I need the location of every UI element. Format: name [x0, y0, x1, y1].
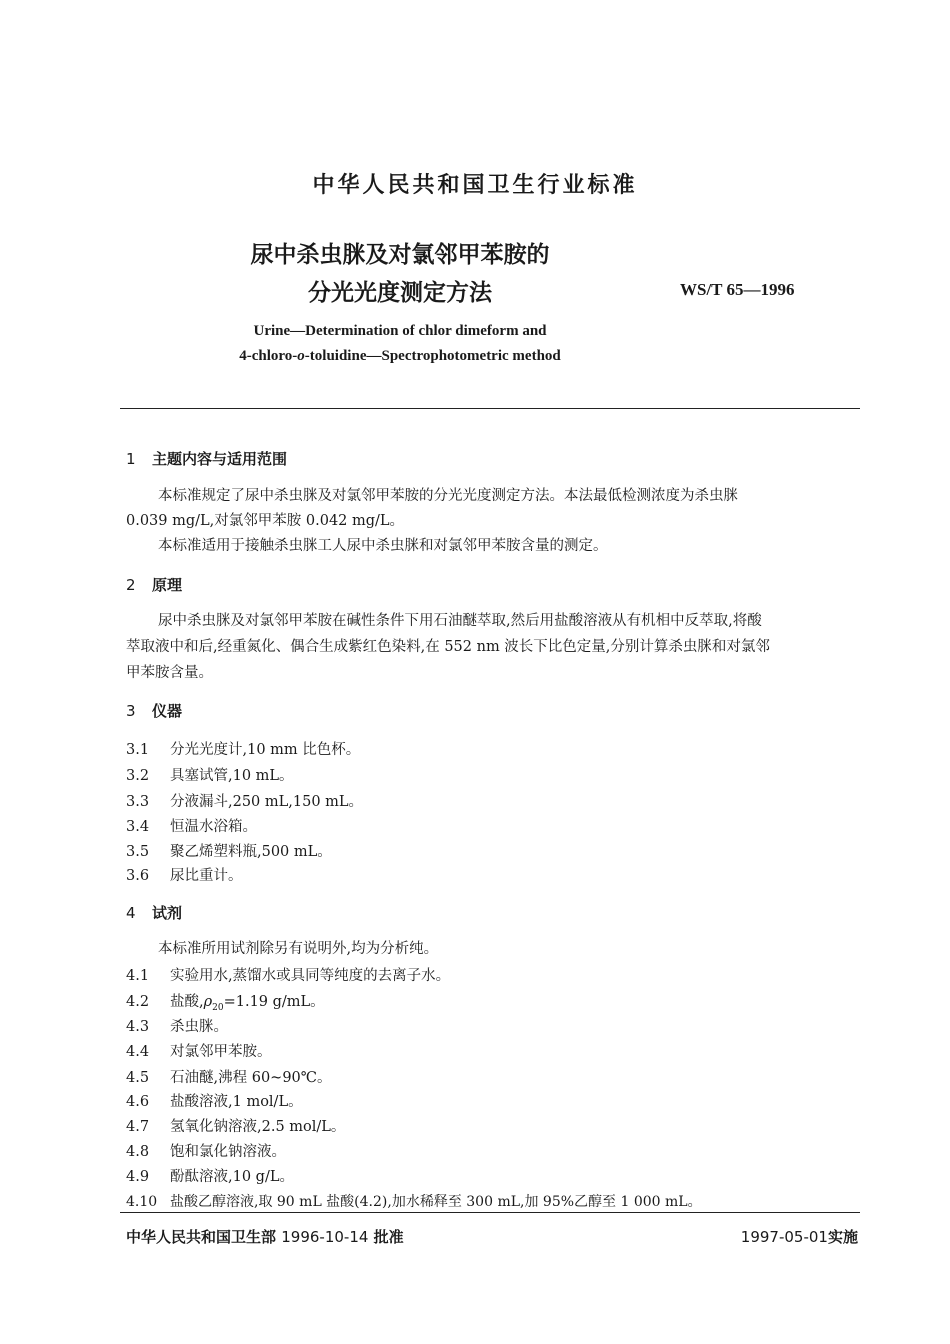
standard-code: [680, 280, 794, 300]
list-item: [126, 1040, 272, 1061]
section-4-intro: 本标准所用试剂除另有说明外,均为分析纯。: [158, 941, 439, 957]
english-title-italic: o: [297, 348, 305, 364]
item-text: 杀虫脒。: [170, 1019, 228, 1035]
item-text: 恒温水浴箱。: [170, 819, 257, 835]
title-line-2: 分光光度测定方法: [308, 280, 492, 306]
list-item: [126, 964, 450, 985]
section-1-p1-line2: 0.039 mg/L,对氯邻甲苯胺 0.042 mg/L。: [126, 513, 405, 529]
item-text: 尿比重计。: [170, 868, 243, 884]
section-4-heading: [126, 902, 182, 923]
item-text: 实验用水,蒸馏水或具同等纯度的去离子水。: [170, 968, 451, 984]
list-item: [126, 864, 243, 885]
item-number: 4.7: [126, 1119, 150, 1135]
effective-date: 1997-05-01: [740, 1228, 828, 1246]
item-number: 3.6: [126, 868, 150, 884]
approve-date: 1996-10-14: [281, 1228, 369, 1246]
item-number: 4.2: [126, 994, 150, 1010]
list-item: [126, 764, 294, 785]
item-number: 3.4: [126, 819, 150, 835]
item-text: 饱和氯化钠溶液。: [170, 1144, 286, 1160]
approval-info: [126, 1226, 404, 1247]
item-number: 4.1: [126, 968, 150, 984]
item-number: 3.1: [126, 742, 150, 758]
approver: 中华人民共和国卫生部: [126, 1228, 277, 1246]
list-item: [126, 840, 332, 861]
section-2-heading: [126, 574, 182, 595]
item-text: 聚乙烯塑料瓶,500 mL。: [170, 844, 332, 860]
section-2-line1: 尿中杀虫脒及对氯邻甲苯胺在碱性条件下用石油醚萃取,然后用盐酸溶液从有机相中反萃取,将酸: [158, 613, 762, 629]
list-item: [126, 1165, 294, 1186]
list-item: [126, 1066, 332, 1087]
item-text-a: 盐酸,: [170, 994, 204, 1010]
item-number: 4.8: [126, 1144, 150, 1160]
item-text-b: =1.19 g/mL。: [223, 994, 325, 1010]
item-number: 4.3: [126, 1019, 150, 1035]
approve-word: 批准: [373, 1228, 404, 1246]
section-3-number: 3: [126, 702, 136, 720]
item-text: 具塞试管,10 mL。: [170, 768, 294, 784]
item-number: 4.4: [126, 1044, 150, 1060]
section-2-line3: 甲苯胺含量。: [126, 665, 213, 681]
english-title-line-1: Urine—Determination of chlor dimeform and: [253, 323, 547, 339]
english-title-line-2: [0, 348, 800, 365]
standard-code-text: WS/T 65—1996: [680, 280, 795, 299]
item-number: 4.10: [126, 1194, 158, 1210]
header-divider: [120, 408, 860, 409]
section-1-heading: [126, 448, 287, 469]
list-item: [126, 1140, 286, 1161]
effective-word: 实施: [827, 1228, 858, 1246]
item-text: 盐酸溶液,1 mol/L。: [170, 1094, 303, 1110]
section-4-number: 4: [126, 904, 136, 922]
list-item: [126, 990, 325, 1013]
list-item: [126, 1115, 345, 1136]
section-4-title: 试剂: [152, 904, 183, 922]
section-1-p1-line1: 本标准规定了尿中杀虫脒及对氯邻甲苯胺的分光光度测定方法。本法最低检测浓度为杀虫脒: [158, 488, 738, 504]
title-line-1: 尿中杀虫脒及对氯邻甲苯胺的: [250, 242, 550, 268]
section-1-title: 主题内容与适用范围: [152, 450, 288, 468]
section-1-p2: 本标准适用于接触杀虫脒工人尿中杀虫脒和对氯邻甲苯胺含量的测定。: [158, 538, 608, 554]
item-text: 盐酸乙醇溶液,取 90 mL 盐酸(4.2),加水稀释至 300 mL,加 95%乙醇至 1 000 mL。: [170, 1194, 702, 1210]
section-2-number: 2: [126, 576, 136, 594]
section-2-line2: 萃取液中和后,经重氮化、偶合生成紫红色染料,在 552 nm 波长下比色定量,分别计算杀虫脒和对氯邻: [126, 639, 770, 655]
item-number: 3.2: [126, 768, 150, 784]
item-text: 对氯邻甲苯胺。: [170, 1044, 272, 1060]
list-item: [126, 1015, 228, 1036]
item-text: 石油醚,沸程 60~90℃。: [170, 1070, 332, 1086]
list-item: [126, 815, 257, 836]
rho-subscript: 20: [212, 1002, 224, 1013]
item-text: 分光光度计,10 mm 比色杯。: [170, 742, 361, 758]
item-number: 4.6: [126, 1094, 150, 1110]
list-item: [126, 738, 360, 759]
footer-divider: [120, 1212, 860, 1213]
standard-type: 中华人民共和国卫生行业标准: [312, 173, 638, 198]
english-title-part-a: 4-chloro-: [239, 348, 298, 364]
item-number: 4.9: [126, 1169, 150, 1185]
item-number: 4.5: [126, 1070, 150, 1086]
item-number: 3.5: [126, 844, 150, 860]
section-3-heading: [126, 700, 182, 721]
section-3-title: 仪器: [152, 702, 183, 720]
item-text: 分液漏斗,250 mL,150 mL。: [170, 794, 364, 810]
section-2-title: 原理: [152, 576, 183, 594]
section-1-number: 1: [126, 450, 136, 468]
english-title-part-b: -toluidine—Spectrophotometric method: [304, 348, 561, 364]
list-item: [126, 1090, 303, 1111]
rho-symbol: ρ: [203, 994, 213, 1010]
item-number: 3.3: [126, 794, 150, 810]
effective-info: [741, 1226, 858, 1247]
list-item: [126, 790, 363, 811]
list-item: [126, 1191, 702, 1211]
item-text: 氢氧化钠溶液,2.5 mol/L。: [170, 1119, 346, 1135]
item-text: 酚酞溶液,10 g/L。: [170, 1169, 294, 1185]
